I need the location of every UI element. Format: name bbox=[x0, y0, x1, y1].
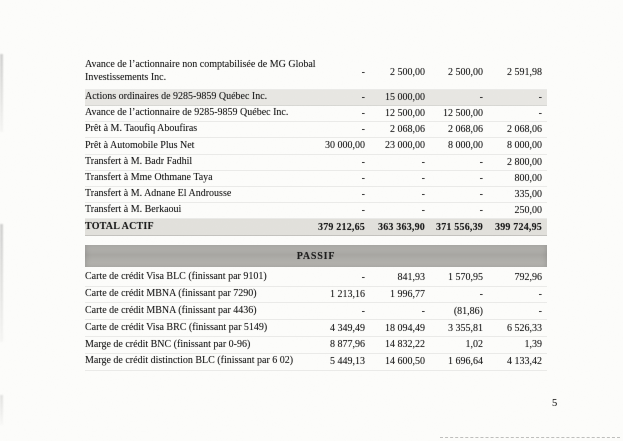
row-value: 3 355,81 bbox=[448, 322, 483, 334]
table-row bbox=[85, 122, 547, 138]
row-value: - bbox=[361, 272, 365, 284]
row-value: 2 800,00 bbox=[507, 156, 542, 168]
row-label-text: Avance de l’actionnaire de 9285-9859 Québec Inc. bbox=[85, 107, 289, 119]
row-value: 1 996,77 bbox=[390, 289, 425, 301]
row-value: - bbox=[361, 124, 365, 136]
row-label-text: Transfert à M. Adnane El Androusse bbox=[85, 188, 232, 200]
row-label bbox=[85, 339, 303, 352]
row-value: (81,86) bbox=[453, 305, 483, 317]
row-value: 5 449,13 bbox=[330, 356, 365, 368]
row-label bbox=[85, 188, 303, 201]
row-value: 2 500,00 bbox=[390, 66, 425, 78]
row-value: - bbox=[479, 189, 483, 201]
row-label bbox=[85, 288, 303, 301]
row-value: 14 600,50 bbox=[385, 356, 425, 368]
row-label-text: Carte de crédit MBNA (finissant par 7290) bbox=[85, 288, 257, 300]
row-label bbox=[85, 355, 303, 368]
table-row bbox=[85, 337, 547, 354]
row-label-text: Avance de l’actionnaire non comptabilisée de MG Global Investissements Inc. bbox=[85, 59, 316, 84]
row-value: 12 500,00 bbox=[385, 108, 425, 120]
table-row bbox=[85, 270, 547, 287]
row-value: - bbox=[361, 305, 365, 317]
table-row bbox=[85, 303, 547, 320]
passif-section bbox=[85, 270, 547, 371]
row-value: - bbox=[421, 189, 425, 201]
row-value: 8 000,00 bbox=[448, 140, 483, 152]
row-value: 335,00 bbox=[514, 189, 542, 201]
row-label bbox=[85, 322, 303, 335]
row-label bbox=[85, 271, 303, 284]
row-value: - bbox=[361, 205, 365, 217]
row-value: - bbox=[479, 172, 483, 184]
row-value: - bbox=[538, 305, 542, 317]
row-value: 1 213,16 bbox=[330, 289, 365, 301]
table-row bbox=[85, 155, 547, 171]
row-value: 2 068,06 bbox=[507, 124, 542, 136]
row-value: 379 212,65 bbox=[318, 221, 365, 233]
row-value: 1 696,64 bbox=[448, 356, 483, 368]
page-number: 5 bbox=[552, 398, 558, 409]
row-value: 6 526,33 bbox=[507, 322, 542, 334]
scan-smudge bbox=[0, 224, 3, 342]
row-value: 800,00 bbox=[514, 172, 542, 184]
row-label bbox=[85, 156, 303, 169]
table-row bbox=[85, 354, 547, 371]
row-value: 30 000,00 bbox=[325, 140, 365, 152]
row-value: - bbox=[538, 289, 542, 301]
row-value: - bbox=[538, 108, 542, 120]
row-label bbox=[85, 140, 303, 153]
row-label bbox=[85, 91, 303, 104]
table-row bbox=[85, 203, 547, 219]
row-value: 250,00 bbox=[514, 205, 542, 217]
table-row bbox=[85, 187, 547, 203]
row-value: 363 363,90 bbox=[378, 221, 425, 233]
table-row bbox=[85, 90, 547, 106]
scan-smudge bbox=[0, 54, 3, 132]
row-label-text: Transfert à Mme Othmane Taya bbox=[85, 171, 213, 183]
row-value: 2 591,98 bbox=[507, 66, 542, 78]
scan-smudge bbox=[0, 395, 3, 425]
row-value: - bbox=[479, 156, 483, 168]
row-value: 399 724,95 bbox=[495, 221, 542, 233]
row-value: 1,39 bbox=[524, 339, 542, 351]
row-label bbox=[85, 172, 303, 185]
row-value: 8 877,96 bbox=[330, 339, 365, 351]
row-value: 792,96 bbox=[514, 272, 542, 284]
row-label bbox=[85, 221, 303, 234]
row-label-text: TOTAL ACTIF bbox=[85, 220, 154, 232]
financial-table bbox=[85, 56, 547, 371]
passif-header-band bbox=[85, 245, 547, 268]
row-value: - bbox=[479, 289, 483, 301]
row-value: 18 094,49 bbox=[385, 322, 425, 334]
row-label bbox=[85, 123, 303, 136]
table-row bbox=[85, 287, 547, 304]
row-value: - bbox=[361, 66, 365, 78]
row-value: 2 068,06 bbox=[390, 124, 425, 136]
row-value: 1,02 bbox=[465, 339, 483, 351]
table-row bbox=[85, 320, 547, 337]
row-value: - bbox=[421, 172, 425, 184]
row-value: 841,93 bbox=[397, 272, 425, 284]
row-value: 14 832,22 bbox=[385, 339, 425, 351]
row-label-text: Prêt à M. Taoufiq Aboufiras bbox=[85, 123, 198, 135]
row-value: - bbox=[361, 156, 365, 168]
row-value: - bbox=[361, 189, 365, 201]
table-row bbox=[85, 56, 547, 90]
row-label bbox=[85, 107, 303, 120]
row-label bbox=[85, 305, 303, 318]
row-value: - bbox=[361, 172, 365, 184]
row-value: - bbox=[421, 205, 425, 217]
passif-header-label: PASSIF bbox=[296, 250, 336, 262]
row-value: 8 000,00 bbox=[507, 140, 542, 152]
row-label-text: Marge de crédit distinction BLC (finissant par 6 02) bbox=[85, 355, 294, 367]
total-actif-row bbox=[85, 219, 547, 236]
row-label-text: Marge de crédit BNC (finissant par 0-96) bbox=[85, 338, 251, 350]
row-value: 1 570,95 bbox=[448, 272, 483, 284]
row-value: - bbox=[361, 108, 365, 120]
row-value: - bbox=[538, 91, 542, 103]
row-value: 15 000,00 bbox=[385, 91, 425, 103]
row-label-text: Carte de crédit Visa BRC (finissant par 5149) bbox=[85, 321, 268, 333]
row-value: 23 000,00 bbox=[385, 140, 425, 152]
row-label bbox=[85, 59, 316, 85]
row-value: 4 349,49 bbox=[330, 322, 365, 334]
row-value: 371 556,39 bbox=[436, 221, 483, 233]
total-actif-slot bbox=[85, 219, 547, 236]
row-label-text: Transfert à M. Badr Fadhil bbox=[85, 155, 193, 167]
row-label-text: Carte de crédit MBNA (finissant par 4436) bbox=[85, 304, 257, 316]
row-value: 12 500,00 bbox=[443, 108, 483, 120]
table-row bbox=[85, 171, 547, 187]
row-value: 2 500,00 bbox=[448, 66, 483, 78]
row-value: - bbox=[479, 91, 483, 103]
row-value: 4 133,42 bbox=[507, 356, 542, 368]
row-label bbox=[85, 204, 303, 217]
row-label-text: Carte de crédit Visa BLC (finissant par 9101) bbox=[85, 271, 267, 283]
row-value: - bbox=[421, 156, 425, 168]
actif-section bbox=[85, 56, 547, 219]
table-row bbox=[85, 138, 547, 154]
scan-artifact-line bbox=[440, 437, 620, 438]
row-value: 2 068,06 bbox=[448, 124, 483, 136]
row-value: - bbox=[421, 305, 425, 317]
row-label-text: Prêt à Automobile Plus Net bbox=[85, 139, 195, 151]
row-value: - bbox=[479, 205, 483, 217]
row-value: - bbox=[361, 91, 365, 103]
table-row bbox=[85, 106, 547, 122]
row-label-text: Actions ordinaires de 9285-9859 Québec Inc. bbox=[85, 90, 268, 102]
row-label-text: Transfert à M. Berkaoui bbox=[85, 204, 182, 216]
